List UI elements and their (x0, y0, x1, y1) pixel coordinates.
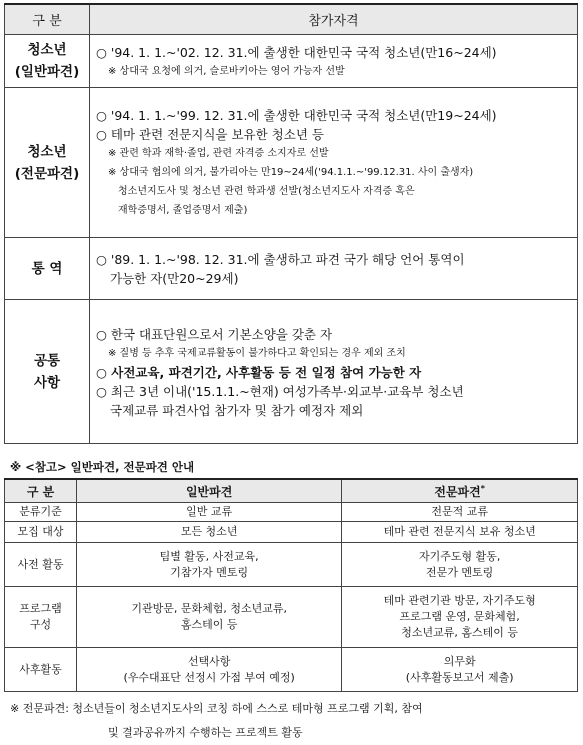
general-cell: 일반 교류 (77, 503, 342, 522)
category-common: 공통 사항 (5, 300, 90, 444)
row-youth-general (5, 35, 578, 88)
category-youth-general: 청소년 (일반파견) (5, 35, 90, 88)
general-cell: 기관방문, 문화체험, 청소년교류, 홈스테이 등 (77, 587, 342, 648)
header-general: 일반파견 (77, 479, 342, 503)
eligibility-common (90, 300, 578, 444)
note-line: 재학증명서, 졸업증명서 제출) (118, 205, 248, 216)
comparison-table (4, 478, 578, 692)
note-line: 청소년지도사 및 청소년 관련 학과생 선발(청소년지도사 자격증 혹은 (118, 186, 415, 197)
footnote-line2: 및 결과공유까지 수행하는 프로젝트 활동 (108, 726, 303, 739)
expert-cell: 테마 관련기관 방문, 자기주도형 프로그램 운영, 문화체험, 청소년교류, 홈스테이 등 (342, 587, 578, 648)
note-line: ※ 상대국 협의에 의거, 불가리아는 만19~24세('94.1.1.~'99.12.31. 사이 출생자) (108, 167, 474, 178)
row-recruit (5, 522, 578, 543)
header-expert: 전문파견* (342, 479, 578, 503)
row-interpreter (5, 238, 578, 300)
condition-line: 국제교류 파견사업 참가자 및 참가 예정자 제외 (110, 402, 364, 418)
row-youth-expert (5, 88, 578, 238)
row-label: 분류기준 (5, 503, 77, 522)
row-label: 사전 활동 (5, 543, 77, 587)
expert-cell: 전문적 교류 (342, 503, 578, 522)
row-post-activity (5, 648, 578, 692)
condition-line: ○ 테마 관련 전문지식을 보유한 청소년 등 (96, 127, 324, 142)
row-pre-activity (5, 543, 578, 587)
note-line: ※ 질병 등 추후 국제교류활동이 불가하다고 확인되는 경우 제외 조치 (108, 347, 406, 359)
expert-cell: 테마 관련 전문지식 보유 청소년 (342, 522, 578, 543)
general-cell: 모든 청소년 (77, 522, 342, 543)
header-category: 구 분 (5, 479, 77, 503)
general-cell: 팀별 활동, 사전교육, 기참가자 멘토링 (77, 543, 342, 587)
eligibility-header-row (5, 4, 578, 35)
eligibility-youth-general (90, 35, 578, 88)
condition-line: ○ 최근 3년 이내('15.1.1.~현재) 여성가족부·외교부·교육부 청소년 (96, 383, 464, 399)
row-label: 모집 대상 (5, 522, 77, 543)
row-program (5, 587, 578, 648)
eligibility-interpreter (90, 238, 578, 300)
condition-line: ○ '89. 1. 1.~'98. 12. 31.에 출생하고 파견 국가 해당 언어 통역이 (96, 252, 465, 267)
row-label: 프로그램 구성 (5, 587, 77, 648)
eligibility-youth-expert (90, 88, 578, 238)
note-line: ※ 상대국 요청에 의거, 슬로바키아는 영어 가능자 선발 (108, 65, 345, 77)
expert-cell: 의무화 (사후활동보고서 제출) (342, 648, 578, 692)
condition-line: ○ 한국 대표단원으로서 기본소양을 갖춘 자 (96, 326, 333, 342)
category-youth-expert: 청소년 (전문파견) (5, 88, 90, 238)
row-criteria (5, 503, 578, 522)
header-category: 구 분 (5, 4, 90, 35)
comparison-header-row (5, 479, 578, 503)
row-common (5, 300, 578, 444)
condition-line: ○ 사전교육, 파견기간, 사후활동 등 전 일정 참여 가능한 자 (96, 364, 422, 380)
row-label: 사후활동 (5, 648, 77, 692)
category-interpreter: 통 역 (5, 238, 90, 300)
note-line: ※ 관련 학과 재학·졸업, 관련 자격증 소지자로 선발 (108, 148, 329, 159)
eligibility-table (4, 3, 578, 444)
expert-cell: 자기주도형 활동, 전문가 멘토링 (342, 543, 578, 587)
condition-line: ○ '94. 1. 1.~'02. 12. 31.에 출생한 대한민국 국적 청소년(만16~24세) (96, 44, 497, 60)
general-cell: 선택사항 (우수대표단 선정시 가점 부여 예정) (77, 648, 342, 692)
header-eligibility: 참가자격 (90, 4, 578, 35)
footnote-line1: ※ 전문파견: 청소년들이 청소년지도사의 코칭 하에 스스로 테마형 프로그램 기획, 참여 (10, 702, 423, 715)
condition-line: 가능한 자(만20~29세) (110, 271, 239, 286)
reference-title: ※ <참고> 일반파견, 전문파견 안내 (10, 460, 195, 474)
condition-line: ○ '94. 1. 1.~'99. 12. 31.에 출생한 대한민국 국적 청소년(만19~24세) (96, 108, 497, 123)
